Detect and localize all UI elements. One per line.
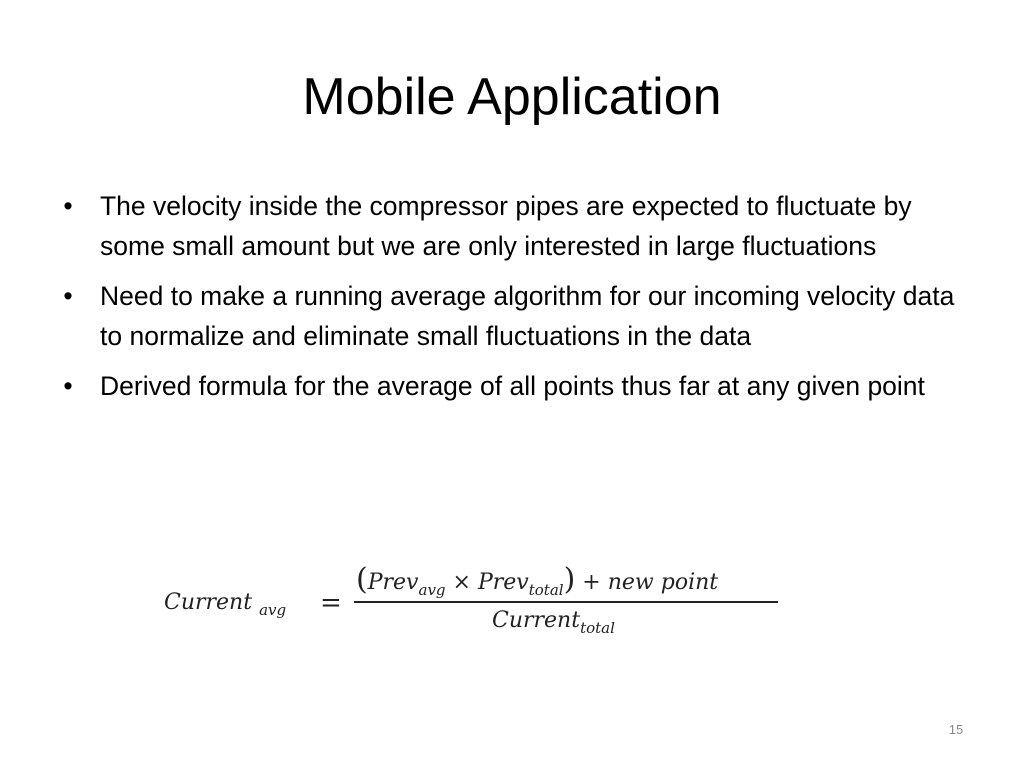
fraction-bar — [354, 601, 778, 603]
bullet-text: Need to make a running average algorithm for our incoming velocity data to normalize and eliminate small fluctuations in the data — [100, 281, 955, 351]
formula-numerator — [356, 562, 718, 597]
bullet-text: Derived formula for the average of all points thus far at any given point — [100, 371, 925, 401]
new-point-term: new point — [607, 570, 719, 595]
bullet-dot-icon: • — [63, 371, 73, 401]
close-paren: ) — [563, 562, 576, 597]
slide-title: Mobile Application — [302, 68, 722, 126]
formula-lhs — [164, 590, 287, 619]
times-operator: × — [452, 570, 471, 595]
bullet-item — [56, 366, 976, 406]
open-paren: ( — [356, 562, 368, 597]
bullet-text: The velocity inside the compressor pipes are expected to fluctuate by some small amount but we are only interested in large fluctuations — [100, 191, 912, 261]
lhs-subscript: avg — [259, 601, 287, 619]
plus-operator: + — [582, 570, 601, 595]
formula-denominator — [492, 608, 615, 637]
equals-sign: = — [320, 588, 342, 618]
running-average-formula — [160, 560, 800, 650]
prev-total-subscript: total — [528, 581, 564, 599]
bullet-item — [56, 186, 976, 266]
bullet-dot-icon: • — [63, 191, 73, 221]
den-subscript: total — [580, 619, 615, 637]
bullet-dot-icon: • — [63, 281, 73, 311]
lhs-base: Current — [164, 590, 253, 615]
den-base: Current — [492, 608, 581, 633]
bullet-item — [56, 276, 976, 356]
bullet-list — [56, 186, 976, 416]
prev-avg-base: Prev — [367, 570, 419, 595]
prev-total-base: Prev — [477, 570, 529, 595]
page-number: 15 — [948, 722, 964, 737]
prev-avg-subscript: avg — [418, 581, 446, 599]
